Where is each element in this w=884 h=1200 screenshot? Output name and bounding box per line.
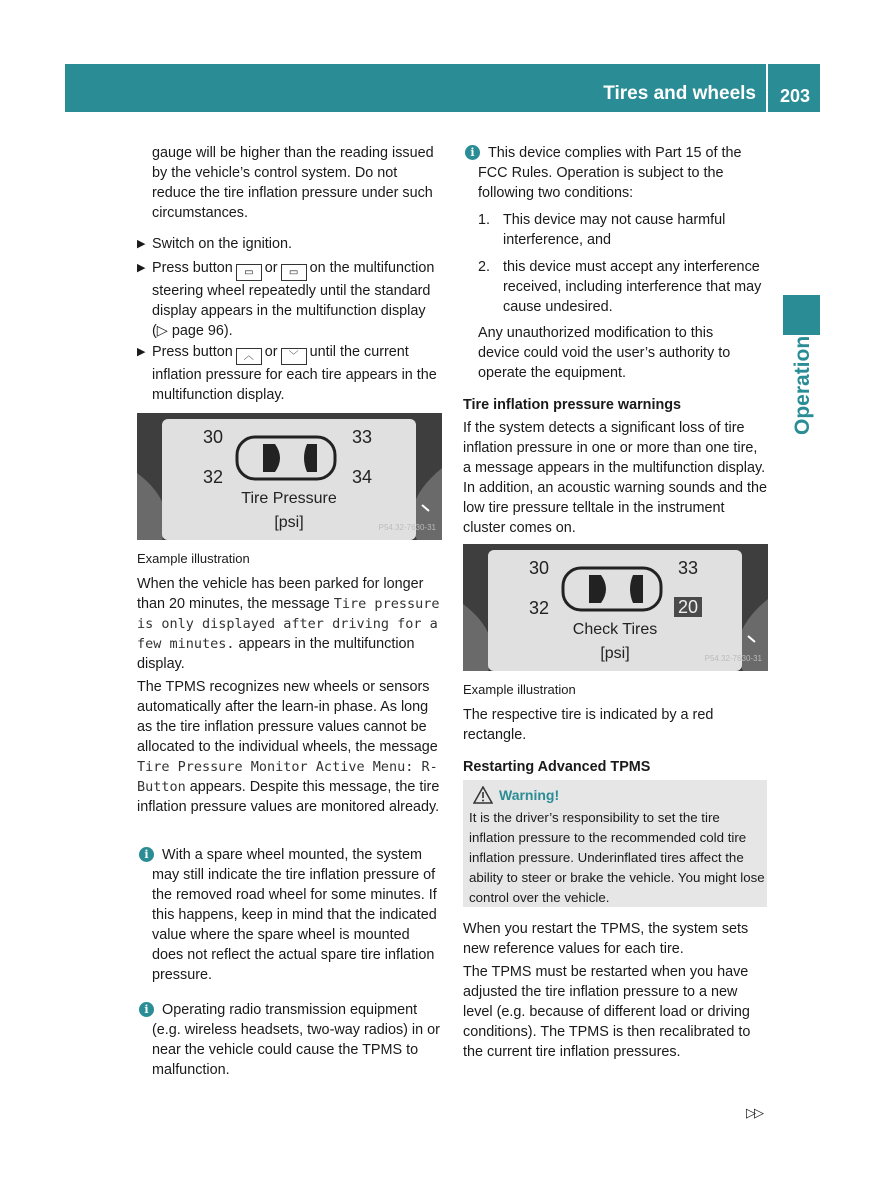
heading-restarting-tpms: Restarting Advanced TPMS [463,759,651,775]
continued-text: gauge will be higher than the reading issued by the vehicle’s control system. Do not reduce the tire inflation pressure under such circumstances. [152,145,434,221]
warnings-paragraph: If the system detects a significant loss of tire inflation pressure in one or more than one tire, a message appears in the multifunction display. In addition, an acoustic warning sounds and the low tire pressure telltale in the instrument cluster comes on. [463,420,768,536]
parked-text-a: When the vehicle has been parked for longer than 20 minutes, the message [137,576,424,612]
info-icon: i [139,847,154,862]
down-button-icon: ﹀ [281,348,307,365]
note-spare-wheel [137,845,444,985]
step-arrow-icon: ▶ [137,346,146,358]
learn-in-text-a: The TPMS recognizes new wheels or sensors automatically after the learn-in phase. As long as the tire inflation pressure values cannot be allocated to the individual wheels, the message [137,679,438,755]
up-button-icon: ︿ [236,348,262,365]
display-label-line2: [psi] [600,645,630,662]
side-tab-marker [783,295,820,335]
front-left-pressure: 30 [203,427,224,447]
front-right-pressure: 33 [352,427,373,447]
rear-right-pressure: 34 [352,467,373,487]
side-tab-label: Operation [791,335,814,435]
note-spare-wheel-text: With a spare wheel mounted, the system may still indicate the tire inflation pressure of the removed road wheel for some minutes. If this happens, keep in mind that the indicated value where the spare wheel is mounted does not reflect the actual spare tire inflation pressure. [152,847,437,983]
condition-1 [478,210,768,250]
continue-arrows-icon: ▷▷ [746,1105,762,1120]
page-number: 203 [779,86,810,106]
rear-left-pressure: 32 [203,467,224,487]
step-arrow-icon: ▶ [137,238,146,250]
display-label-line1: Check Tires [572,621,658,638]
step-1-text: Switch on the ignition. [152,236,292,252]
display-label-line1: Tire Pressure [241,490,337,507]
display-label-line2: [psi] [274,514,304,531]
rear-right-pressure-warning: 20 [674,597,702,617]
restart-paragraph-2: The TPMS must be restarted when you have adjusted the tire inflation pressure to a new level (e.g. because of different load or driving conditions). The TPMS is then recalibrated to the current tire inflation pressures. [463,964,751,1060]
step-3-text-b: until the current inflation pressure for each tire appears in the multifunction display. [152,344,437,403]
restart-paragraph-1: When you restart the TPMS, the system sets new reference values for each tire. [463,921,749,957]
modification-text: Any unauthorized modification to this device could void the user’s authority to operate the equipment. [478,325,731,381]
header-divider [766,64,768,112]
warning-title: Warning! [499,787,560,803]
learn-in-text-b: appears. Despite this message, the tire inflation pressure values are monitored already. [137,779,440,815]
info-icon: i [139,1002,154,1017]
step-3-or: or [264,344,278,360]
step-2-or: or [264,260,278,276]
car-outline-icon [235,435,337,481]
note-radio [137,1000,444,1080]
rear-left-pressure: 32 [529,598,550,618]
check-tires-display-figure [463,544,768,671]
step-arrow-icon: ▶ [137,262,146,274]
section-title: Tires and wheels [603,83,756,104]
warning-text: It is the driver’s responsibility to set the tire inflation pressure to the recommended cold tire inflation pressure. Underinflated tires affect the ability to steer or brake the vehicle. You might lose control over the vehicle. [469,810,765,905]
condition-2-text: this device must accept any interference received, including interference that may cause undesired. [503,259,762,315]
step-2-text-a: Press button [152,260,233,276]
condition-1-number: 1. [478,212,491,228]
condition-1-text: This device may not cause harmful interference, and [503,212,726,248]
page-header [65,64,820,112]
front-right-pressure: 33 [678,558,699,578]
figure-2-caption: Example illustration [463,682,576,697]
step-2 [137,258,444,341]
warning-triangle-icon [473,786,493,804]
figure-code: P54.32-7630-31 [704,654,762,663]
step-2-text-b: on the multifunction steering wheel repeatedly until the standard display appears in the multifunction display (▷ page 96). [152,260,435,339]
fcc-text: This device complies with Part 15 of the FCC Rules. Operation is subject to the following two conditions: [478,145,742,201]
warning-box [463,780,767,907]
condition-2 [478,257,768,317]
figure-code: P54.32-7630-31 [378,523,436,532]
display-back-button-icon: ▭ [236,264,262,281]
step-3-text-a: Press button [152,344,233,360]
tire-pressure-display-figure [137,413,442,540]
figure-1-caption: Example illustration [137,551,250,566]
display-forward-button-icon: ▭ [281,264,307,281]
learn-in-paragraph [137,677,444,817]
parked-message: Tire pressure is only displayed after driving for a few minutes. [137,596,440,652]
front-left-pressure: 30 [529,558,550,578]
car-outline-icon [561,566,663,612]
step-3 [137,342,444,405]
parked-paragraph [137,574,444,674]
note-radio-text: Operating radio transmission equipment (e.g. wireless headsets, two-way radios) in or near the vehicle could cause the TPMS to malfunction. [152,1002,440,1078]
step-1 [137,234,444,254]
note-fcc [463,143,767,203]
red-rectangle-paragraph: The respective tire is indicated by a red rectangle. [463,707,714,743]
heading-tire-warnings: Tire inflation pressure warnings [463,397,682,413]
info-icon: i [465,145,480,160]
condition-2-number: 2. [478,259,491,275]
learn-in-message: Tire Pressure Monitor Active Menu: R-Button [137,759,438,795]
parked-text-b: appears in the multifunction display. [137,636,415,672]
